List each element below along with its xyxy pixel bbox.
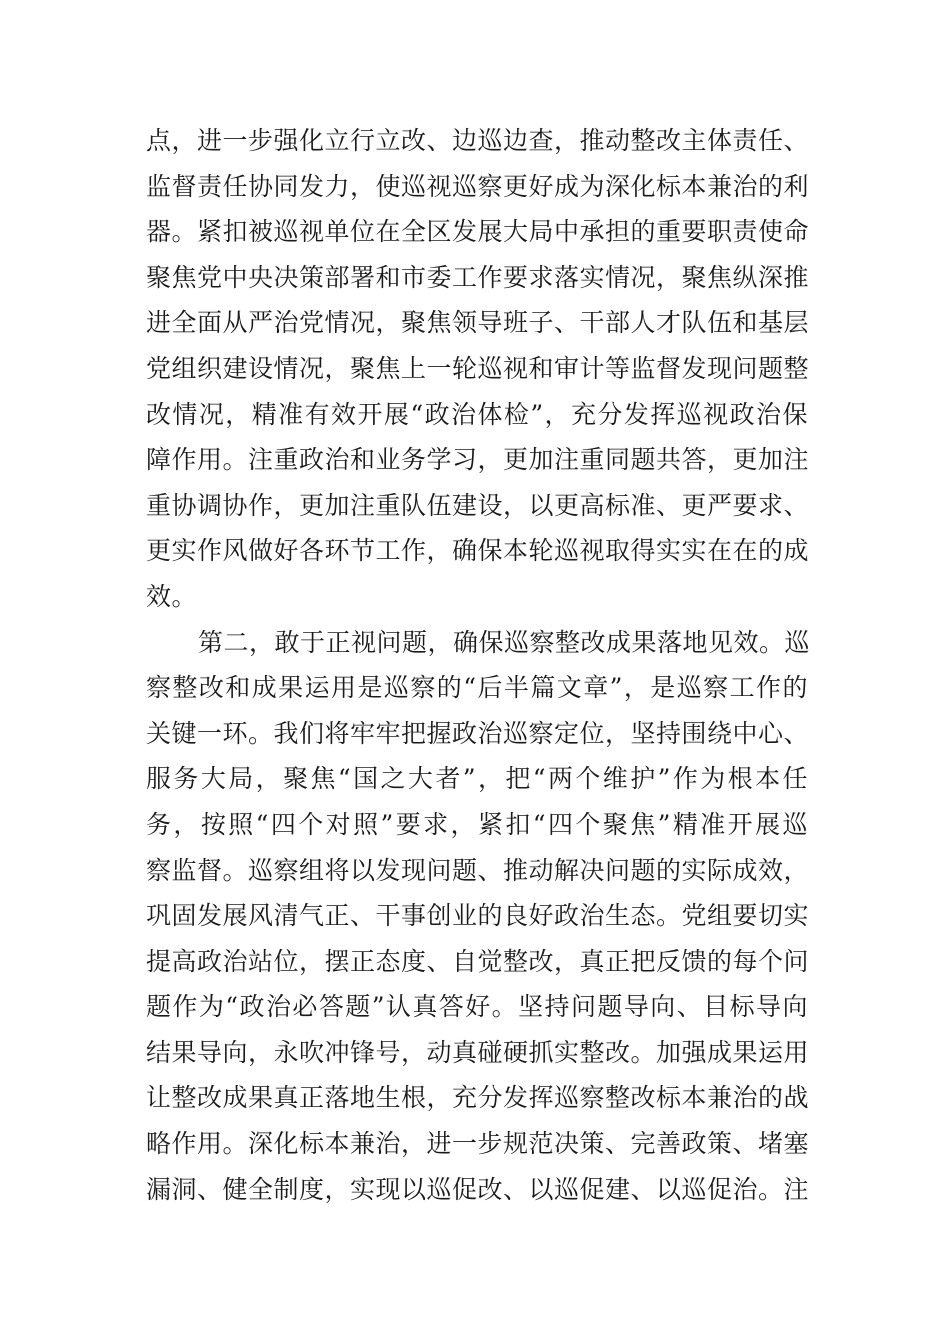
text-line: 聚焦党中央决策部署和市委工作要求落实情况，聚焦纵深推 — [146, 262, 810, 292]
text-line: 务，按照“四个对照”要求，紧扣“四个聚焦”精准开展巡 — [146, 809, 808, 839]
text-line: 关键一环。我们将牢牢把握政治巡察定位，坚持围绕中心、 — [146, 718, 810, 748]
text-line: 让整改成果真正落地生根，充分发挥巡察整改标本兼治的战 — [146, 1083, 810, 1113]
text-line: 进全面从严治党情况，聚焦领导班子、干部人才队伍和基层 — [146, 308, 810, 338]
text-line: 题作为“政治必答题”认真答好。坚持问题导向、目标导向 — [146, 992, 808, 1022]
text-line: 更实作风做好各环节工作，确保本轮巡视取得实实在在的成 — [146, 536, 810, 566]
text-line: 漏洞、健全制度，实现以巡促改、以巡促建、以巡促治。注 — [146, 1174, 810, 1204]
text-line: 察监督。巡察组将以发现问题、推动解决问题的实际成效， — [146, 855, 810, 885]
text-line: 监督责任协同发力，使巡视巡察更好成为深化标本兼治的利 — [146, 171, 810, 201]
text-line: 点，进一步强化立行立改、边巡边查，推动整改主体责任、 — [146, 126, 810, 155]
text-line: 察整改和成果运用是巡察的“后半篇文章”，是巡察工作的 — [146, 673, 808, 703]
text-line: 党组织建设情况，聚焦上一轮巡视和审计等监督发现问题整 — [146, 353, 810, 383]
paragraph-1 — [146, 118, 808, 620]
text-line: 障作用。注重政治和业务学习，更加注重同题共答，更加注 — [146, 445, 810, 475]
text-line: 提高政治站位，摆正态度、自觉整改，真正把反馈的每个问 — [146, 946, 810, 976]
text-line: 改情况，精准有效开展“政治体检”，充分发挥巡视政治保 — [146, 399, 808, 429]
document-body — [146, 118, 811, 1212]
text-line: 重协调协作，更加注重队伍建设，以更高标准、更严要求、 — [146, 490, 810, 520]
text-line: 器。紧扣被巡视单位在全区发展大局中承担的重要职责使命 — [146, 217, 810, 247]
paragraph-2 — [146, 620, 811, 1213]
text-line: 略作用。深化标本兼治，进一步规范决策、完善政策、堵塞 — [146, 1129, 810, 1159]
text-line: 巩固发展风清气正、干事创业的良好政治生态。党组要切实 — [146, 901, 810, 931]
text-line: 第二，敢于正视问题，确保巡察整改成果落地见效。巡 — [198, 627, 811, 657]
text-line: 服务大局，聚焦“国之大者”，把“两个维护”作为根本任 — [146, 764, 808, 794]
text-line: 结果导向，永吹冲锋号，动真碰硬抓实整改。加强成果运用 — [146, 1037, 810, 1067]
text-line: 效。 — [146, 581, 198, 611]
